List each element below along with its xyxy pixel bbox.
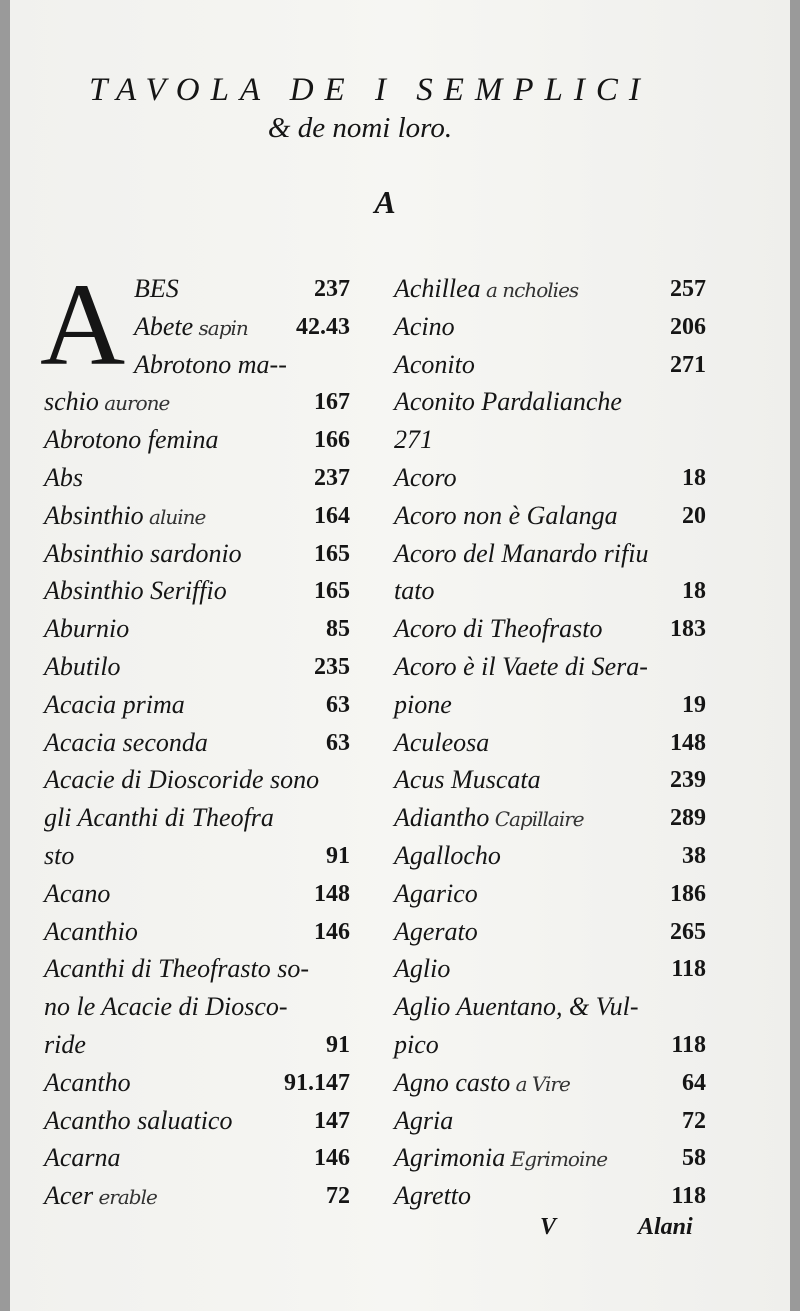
entry-name: Aglio bbox=[394, 954, 451, 984]
entry-name: Agria bbox=[394, 1105, 454, 1135]
entry-name: Acino bbox=[394, 311, 455, 341]
page-number: 91 bbox=[326, 1032, 350, 1058]
page-number: 19 bbox=[682, 691, 706, 718]
page-number: 148 bbox=[670, 729, 706, 756]
entry-name: Acoro è il Vaete di Sera- bbox=[394, 652, 648, 681]
page-number: 165 bbox=[314, 540, 350, 567]
handwritten-annotation: a Vire bbox=[510, 1071, 570, 1096]
entry-name: Aburnio bbox=[44, 614, 130, 644]
entry-name: Abrotono ma-- bbox=[134, 349, 287, 379]
entry-name: BES bbox=[134, 274, 179, 303]
page-number: 166 bbox=[314, 427, 350, 454]
entry-name: Acus Muscata bbox=[394, 765, 541, 795]
page-number: 18 bbox=[682, 465, 706, 491]
handwritten-annotation: aurone bbox=[98, 391, 170, 416]
entry-name: Agno casto a Vire bbox=[394, 1067, 570, 1097]
entry-name: pico bbox=[394, 1030, 439, 1059]
entry-name: Abs bbox=[44, 463, 83, 492]
page-number: 206 bbox=[670, 313, 706, 340]
entry-name: Agallocho bbox=[394, 841, 501, 870]
section-letter: A bbox=[374, 184, 396, 220]
signature-mark: V bbox=[540, 1214, 557, 1240]
entry-name: Agarico bbox=[394, 878, 478, 908]
entry-name: 271 bbox=[394, 425, 433, 455]
page-number: 20 bbox=[682, 502, 706, 529]
entry-name: Acacia seconda bbox=[44, 727, 208, 757]
handwritten-annotation: erable bbox=[93, 1185, 157, 1210]
entry-name: Abrotono femina bbox=[44, 425, 219, 455]
entry-name: pione bbox=[394, 689, 452, 719]
page-number: 72 bbox=[682, 1107, 706, 1134]
page-number: 237 bbox=[314, 276, 350, 302]
entry-name: Acoro non è Galanga bbox=[394, 500, 618, 530]
page-number: 58 bbox=[682, 1145, 706, 1172]
book-page bbox=[10, 0, 790, 1311]
handwritten-annotation: Egrimoine bbox=[505, 1147, 608, 1172]
page-title: TAVOLA DE I SEMPLICI bbox=[89, 72, 651, 108]
entry-name: Agerato bbox=[394, 916, 478, 946]
entry-name: schio aurone bbox=[44, 387, 170, 417]
entry-name: Aculeosa bbox=[394, 727, 490, 757]
entry-name: ride bbox=[44, 1030, 86, 1059]
page-number: 42.43 bbox=[296, 313, 350, 340]
page-number: 289 bbox=[670, 805, 706, 832]
handwritten-annotation: a ncholies bbox=[480, 278, 579, 302]
entry-name: Acano bbox=[44, 878, 111, 908]
page-number: 167 bbox=[314, 389, 350, 416]
catchword: Alani bbox=[638, 1214, 693, 1240]
page-number: 148 bbox=[314, 880, 350, 907]
page-number: 183 bbox=[670, 616, 706, 643]
entry-name: Absinthio aluine bbox=[44, 500, 206, 530]
entry-name: Adiantho Capillaire bbox=[394, 803, 584, 833]
drop-cap: A bbox=[40, 259, 126, 390]
page-number: 147 bbox=[314, 1107, 350, 1134]
page-number: 63 bbox=[326, 691, 350, 718]
page-number: 18 bbox=[682, 578, 706, 605]
page-number: 271 bbox=[670, 351, 706, 378]
entry-name: sto bbox=[44, 841, 75, 870]
entry-name: Agretto bbox=[394, 1181, 472, 1211]
entry-name: gli Acanthi di Theofra bbox=[44, 803, 274, 833]
page-number: 165 bbox=[314, 578, 350, 605]
page-number: 118 bbox=[671, 1183, 706, 1210]
entry-name: Aglio Auentano, & Vul- bbox=[394, 992, 639, 1022]
page-number: 118 bbox=[671, 956, 706, 983]
page-number: 146 bbox=[314, 918, 350, 945]
page-number: 235 bbox=[314, 654, 350, 680]
entry-name: Acacia prima bbox=[44, 689, 185, 719]
page-number: 186 bbox=[670, 880, 706, 907]
entry-name: Aconito Pardalianche bbox=[394, 387, 622, 417]
page-number: 85 bbox=[326, 616, 350, 643]
entry-name: Acantho bbox=[44, 1067, 131, 1097]
page-number: 63 bbox=[326, 729, 350, 756]
page-number: 38 bbox=[682, 843, 706, 869]
entry-name: Abutilo bbox=[44, 652, 121, 681]
page-subtitle: & de nomi loro. bbox=[267, 112, 453, 144]
page-number: 146 bbox=[314, 1145, 350, 1172]
page-number: 237 bbox=[314, 465, 350, 491]
handwritten-annotation: sapin bbox=[193, 315, 248, 340]
page-number: 164 bbox=[314, 502, 350, 529]
entry-name: Acanthi di Theofrasto so- bbox=[44, 954, 310, 984]
entry-name: Absinthio sardonio bbox=[44, 538, 242, 568]
page-number: 265 bbox=[670, 918, 706, 945]
entry-name: Acanthio bbox=[44, 916, 138, 946]
entry-name: Acantho saluatico bbox=[44, 1105, 233, 1135]
entry-name: Acoro del Manardo rifiu bbox=[394, 538, 649, 568]
entry-name: Abete sapin bbox=[134, 311, 248, 341]
page-number: 64 bbox=[682, 1069, 706, 1096]
entry-name: tato bbox=[394, 576, 435, 606]
entry-name: Absinthio Seriffio bbox=[44, 576, 227, 606]
page-number: 118 bbox=[671, 1032, 706, 1058]
page-number: 257 bbox=[670, 276, 706, 302]
page-number: 91.147 bbox=[284, 1069, 350, 1096]
page-number: 72 bbox=[326, 1183, 350, 1210]
entry-name: Acoro bbox=[394, 463, 457, 492]
entry-name: Acer erable bbox=[44, 1181, 157, 1211]
entry-name: Achillea a ncholies bbox=[394, 274, 579, 303]
page-number: 91 bbox=[326, 843, 350, 869]
entry-name: Acarna bbox=[44, 1143, 121, 1173]
entry-name: Aconito bbox=[394, 349, 475, 379]
entry-name: Acoro di Theofrasto bbox=[394, 614, 603, 644]
entry-name: Acacie di Dioscoride sono bbox=[44, 765, 320, 795]
entry-name: Agrimonia Egrimoine bbox=[394, 1143, 608, 1173]
handwritten-annotation: aluine bbox=[143, 504, 206, 529]
entry-name: no le Acacie di Diosco- bbox=[44, 992, 288, 1022]
handwritten-annotation: Capillaire bbox=[489, 807, 584, 832]
page-number: 239 bbox=[670, 767, 706, 794]
